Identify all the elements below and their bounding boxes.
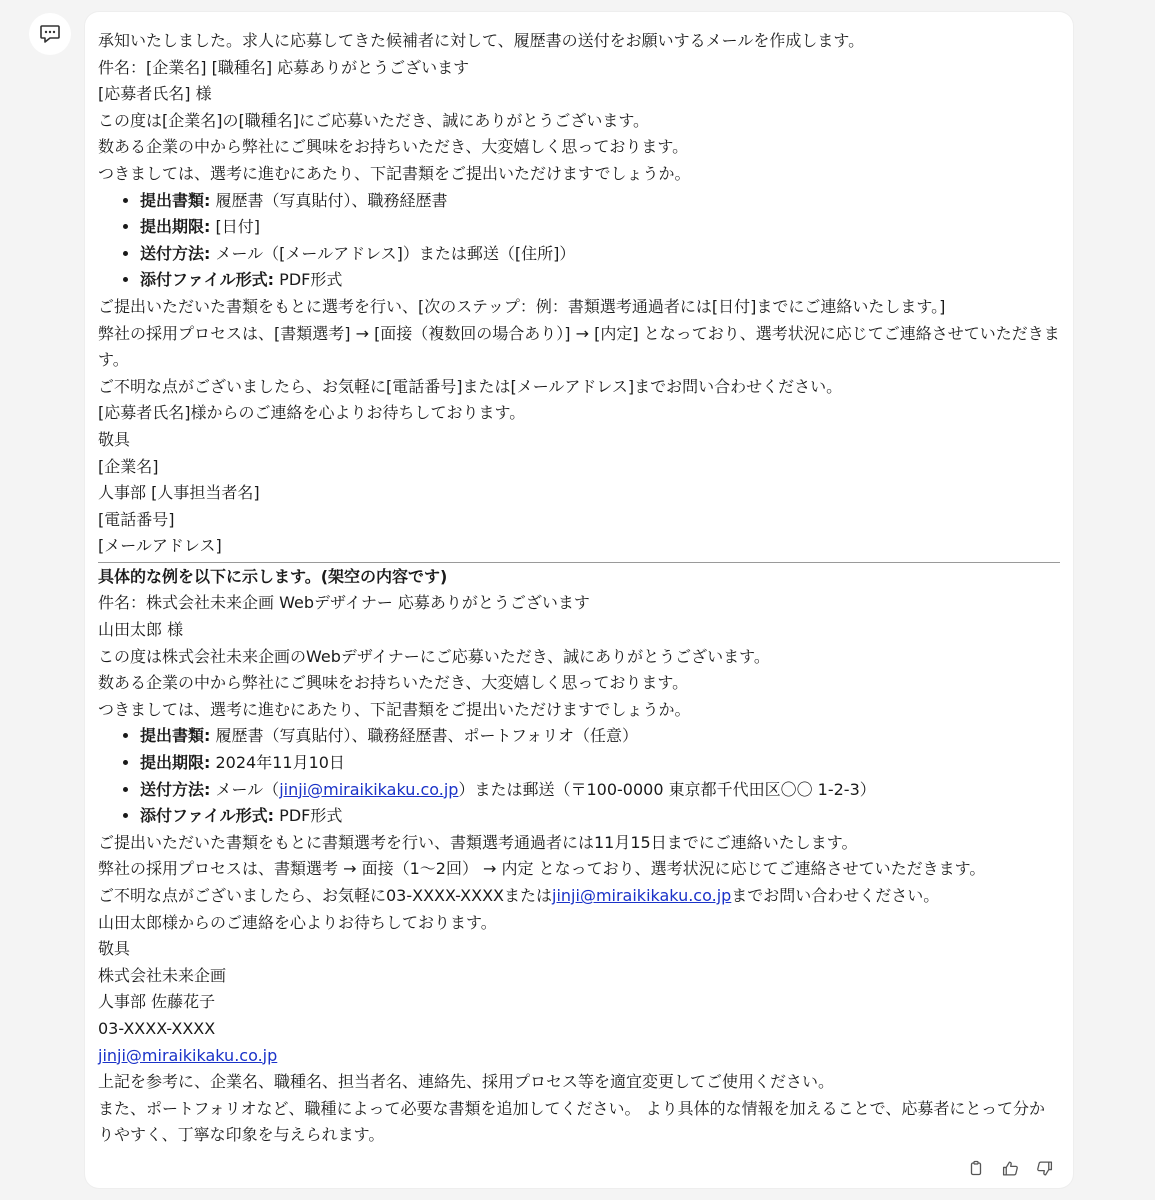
outro-text-1: 上記を参考に、企業名、職種名、担当者名、連絡先、採用プロセス等を適宜変更してご使用ください。 [98,1072,835,1092]
example-greeting: 山田太郎 様 [98,620,184,640]
example-phone: 03-XXXX-XXXX [98,1018,216,1038]
copy-button[interactable] [966,1158,986,1178]
example-thanks: この度は株式会社未来企画のWebデザイナーにご応募いただき、誠にありがとうございます。 [98,646,770,666]
divider [98,562,1060,563]
template-greeting: [応募者氏名] 様 [98,84,212,104]
example-company: 株式会社未来企画 [98,965,227,985]
email-link[interactable]: jinji@miraikikaku.co.jp [98,1045,278,1065]
template-company: [企業名] [98,456,159,476]
example-interest: 数ある企業の中から弊社にご興味をお持ちいただき、大変嬉しく思っております。 [98,673,689,693]
example-email-line [98,1043,1060,1070]
template-interest: 数ある企業の中から弊社にご興味をお持ちいただき、大変嬉しく思っております。 [98,137,689,157]
outro-text-2: また、ポートフォリオなど、職種によって必要な書類を追加してください。 より具体的な情報を加えることで、応募者にとって分かりやすく、丁寧な印象を与えられます。 [98,1098,1046,1145]
list-item: • 提出期限: 2024年11月10日 [140,750,1060,777]
message-actions [966,1158,1054,1178]
template-keigu: 敬具 [98,429,131,449]
list-item: • 提出書類: 履歴書（写真貼付）、職務経歴書 [140,188,1060,215]
like-button[interactable] [1000,1158,1020,1178]
template-subject: 件名：[企業名] [職種名] 応募ありがとうございます [98,57,470,77]
template-contact: ご不明な点がございましたら、お気軽に[電話番号]または[メールアドレス]までお問い合わせください。 [98,376,843,396]
list-item: • 添付ファイル形式: PDF形式 [140,803,1060,830]
list-item: • 送付方法: メール（[メールアドレス]）または郵送（[住所]） [140,241,1060,268]
template-phone: [電話番号] [98,509,175,529]
copy-icon [968,1160,984,1176]
example-request: つきましては、選考に進むにあたり、下記書類をご提出いただけますでしょうか。 [98,699,691,719]
template-email: [メールアドレス] [98,536,222,556]
list-item: • 送付方法: メール（jinji@miraikikaku.co.jp）または郵送（〒100-0000 東京都千代田区〇〇 1-2-3） [140,777,1060,804]
example-document-list [98,723,1060,829]
example-next-step: ご提出いただいた書類をもとに書類選考を行い、書類選考通過者には11月15日までにご連絡いたします。 [98,832,858,852]
example-subject: 件名：株式会社未来企画 Webデザイナー 応募ありがとうございます [98,593,590,613]
example-contact: ご不明な点がございましたら、お気軽に03-XXXX-XXXXまたはjinji@miraikikaku.co.jpまでお問い合わせください。 [98,886,940,905]
template-thanks: この度は[企業名]の[職種名]にご応募いただき、誠にありがとうございます。 [98,110,650,130]
template-document-list [98,188,1060,294]
template-dept: 人事部 [人事担当者名] [98,483,260,503]
list-item: • 提出期限: [日付] [140,214,1060,241]
example-process: 弊社の採用プロセスは、書類選考 → 面接（1〜2回） → 内定 となっており、選考状況に応じてご連絡させていただきます。 [98,859,986,879]
chat-bubble-icon [38,22,62,46]
thumbs-up-icon [1002,1160,1019,1177]
assistant-avatar [29,13,71,55]
email-link[interactable]: jinji@miraikikaku.co.jp [279,779,459,799]
thumbs-down-icon [1036,1160,1053,1177]
intro-text: 承知いたしました。求人に応募してきた候補者に対して、履歴書の送付をお願いするメールを作成します。 [98,31,865,50]
template-closing: [応募者氏名]様からのご連絡を心よりお待ちしております。 [98,403,526,423]
assistant-message [85,12,1073,1188]
template-request: つきましては、選考に進むにあたり、下記書類をご提出いただけますでしょうか。 [98,163,691,183]
example-heading: 具体的な例を以下に示します。(架空の内容です) [98,566,448,586]
list-item: • 添付ファイル形式: PDF形式 [140,267,1060,294]
example-keigu: 敬具 [98,939,131,959]
template-process: 弊社の採用プロセスは、[書類選考] → [面接（複数回の場合あり）] → [内定] となっており、選考状況に応じてご連絡させていただきます。 [98,323,1060,370]
email-link[interactable]: jinji@miraikikaku.co.jp [552,886,732,905]
dislike-button[interactable] [1034,1158,1054,1178]
list-item: • 提出書類: 履歴書（写真貼付）、職務経歴書、ポートフォリオ（任意） [140,723,1060,750]
example-closing: 山田太郎様からのご連絡を心よりお待ちしております。 [98,912,497,932]
template-next-step: ご提出いただいた書類をもとに選考を行い、[次のステップ：例：書類選考通過者には[日付]までにご連絡いたします。] [98,296,946,316]
example-dept: 人事部 佐藤花子 [98,992,216,1012]
